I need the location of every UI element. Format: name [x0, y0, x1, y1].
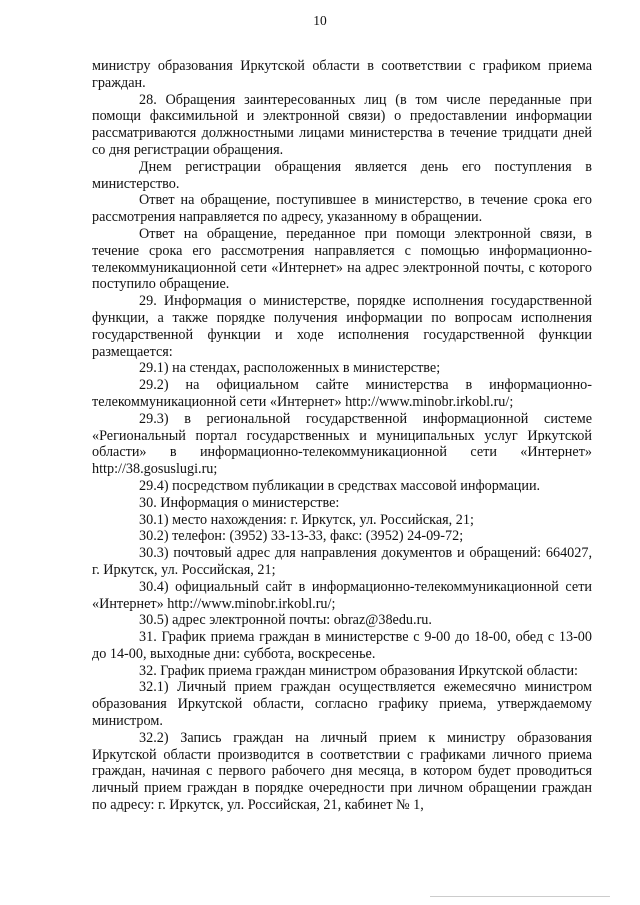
- paragraph-30-2: 30.2) телефон: (3952) 33-13-33, факс: (3952) 24-09-72;: [139, 528, 464, 545]
- paragraph-28: 28. Обращения заинтересованных лиц (в том числе переданные при помощи факсимильной и электронной связи) о предоставлении информации рассматриваются должностными лицами министерства в течение тридцати дней со дня регистрации обращения.: [92, 91, 592, 158]
- document-body: [92, 58, 592, 814]
- paragraph-29-3: 29.3) в региональной государственной информационной системе «Региональный портал государственных и муниципальных услуг Иркутской области» в информационно-телекоммуникационной сети «Интернет» http://38.gosuslugi.ru;: [92, 410, 592, 478]
- paragraph-30-1: 30.1) место нахождения: г. Иркутск, ул. Российская, 21;: [139, 511, 474, 528]
- paragraph-29: 29. Информация о министерстве, порядке исполнения государственной функции, а также порядке получения информации по вопросам исполнения государственной функции и ходе исполнения государственной функции размещается:: [92, 293, 592, 360]
- paragraph-answer-address: Ответ на обращение, поступившее в министерство, в течение срока его рассмотрения направляется по адресу, указанному в обращении.: [92, 192, 592, 226]
- paragraph-32-1: 32.1) Личный прием граждан осуществляется ежемесячно министром образования Иркутской области, согласно графику приема, утверждаемому министром.: [92, 679, 592, 730]
- paragraph-31: 31. График приема граждан в министерстве с 9-00 до 18-00, обед с 13-00 до 14-00, выходные дни: суббота, воскресенье.: [92, 629, 592, 662]
- paragraph-32-2: 32.2) Запись граждан на личный прием к министру образования Иркутской области производится в соответствии с графиками личного приема граждан, начиная с первого рабочего дня месяца, в котором будет проводиться личный прием граждан в порядке очередности при личном обращении граждан по адресу: г. Иркутск, ул. Российская, 21, кабинет № 1,: [92, 729, 592, 814]
- paragraph-30-4: 30.4) официальный сайт в информационно-телекоммуникационной сети «Интернет» http://www.minobr.irkobl.ru/;: [92, 578, 592, 612]
- page-edge-line: [430, 896, 610, 897]
- paragraph-29-1: 29.1) на стендах, расположенных в министерстве;: [139, 360, 441, 377]
- paragraph-30: 30. Информация о министерстве:: [139, 494, 340, 511]
- paragraph-answer-electronic: Ответ на обращение, переданное при помощи электронной связи, в течение срока его рассмотрения направляется с помощью информационно-телекоммуникационной сети «Интернет» на адрес электронной почты, с которого поступило обращение.: [92, 225, 592, 293]
- paragraph-32: 32. График приема граждан министром образования Иркутской области:: [139, 662, 578, 679]
- page-number: 10: [313, 13, 327, 28]
- paragraph-30-5: 30.5) адрес электронной почты: obraz@38edu.ru.: [139, 612, 432, 629]
- paragraph-30-3: 30.3) почтовый адрес для направления документов и обращений: 664027, г. Иркутск, ул. Российская, 21;: [92, 545, 592, 578]
- paragraph-registration-day: Днем регистрации обращения является день его поступления в министерство.: [92, 158, 592, 192]
- paragraph-29-2: 29.2) на официальном сайте министерства в информационно-телекоммуникационной сети «Интернет» http://www.minobr.irkobl.ru/;: [92, 377, 592, 410]
- paragraph-continuation: министру образования Иркутской области в соответствии с графиком приема граждан.: [92, 58, 592, 91]
- paragraph-29-4: 29.4) посредством публикации в средствах массовой информации.: [139, 477, 541, 494]
